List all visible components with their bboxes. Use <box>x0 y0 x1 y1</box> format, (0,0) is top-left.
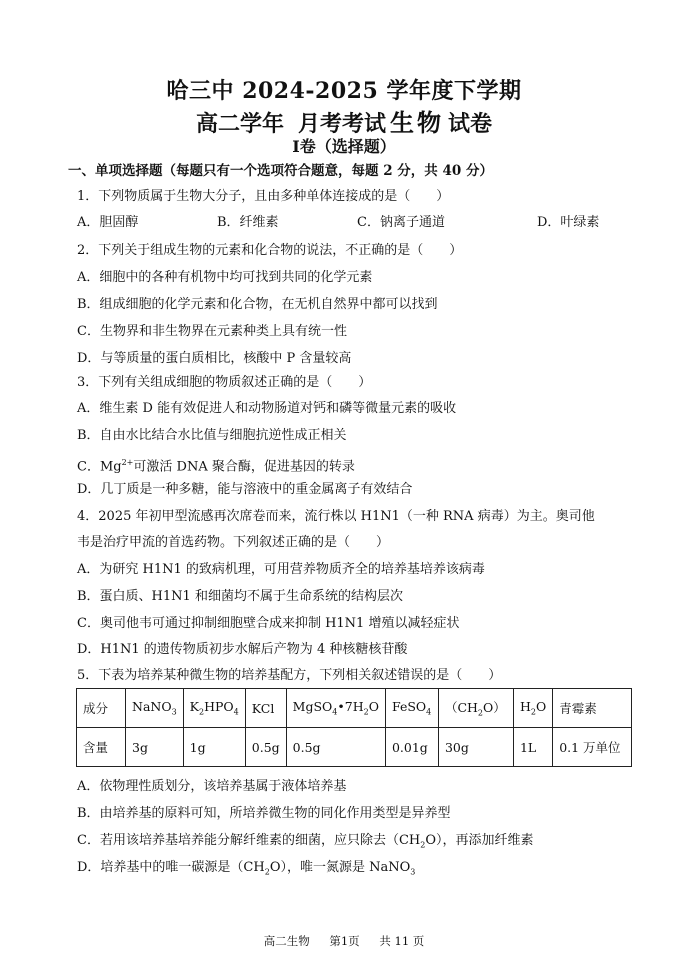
question-1-stem: 1．下列物质属于生物大分子，且由多种单体连接成的是（ ） <box>77 189 450 204</box>
formula-part: MgSO <box>292 699 333 715</box>
q3-c-sup: 2+ <box>121 458 134 467</box>
formula-part: HPO <box>204 699 234 715</box>
q1-option-c: C．钠离子通道 <box>357 215 445 230</box>
q3-c-rest: 可激活 DNA 聚合酶，促进基因的转录 <box>133 459 355 475</box>
table-cell: KCl <box>245 689 286 728</box>
formula-part: O） <box>483 700 506 716</box>
footer-total-pages: 共 11 页 <box>379 934 425 948</box>
q5-option-c: C．若用该培养基培养能分解纤维素的细菌，应只除去$(CH_2O)$，再添加纤维素 <box>77 833 534 850</box>
q1-option-a: A．胆固醇 <box>77 215 139 230</box>
q5-option-b: B．由培养基的原料可知，所培养微生物的同化作用类型是异养型 <box>77 806 451 821</box>
title-paper: 试卷 <box>448 111 493 137</box>
title-exam-type: 月考考试 <box>297 111 386 137</box>
table-row <box>77 689 632 728</box>
table-cell: 1g <box>183 728 245 767</box>
footer-subject: 高二生物 <box>263 934 310 948</box>
q2-option-b: B．组成细胞的化学元素和化合物，在无机自然界中都可以找到 <box>77 297 438 312</box>
formula-part: H <box>519 699 531 715</box>
table-cell: 成分 <box>77 689 126 728</box>
footer-page-number: 第1页 <box>329 934 360 948</box>
table-cell: 1L <box>513 728 552 767</box>
q5-d-part: D．培养基中的唯一碳源是（CH <box>77 860 265 875</box>
question-3-stem: 3．下列有关组成细胞的物质叙述正确的是（ ） <box>77 375 372 390</box>
table-row <box>77 728 632 767</box>
title-grade: 高二学年 <box>195 111 284 137</box>
q2-option-c: C．生物界和非生物界在元素种类上具有统一性 <box>77 324 347 339</box>
q5-d-part: O），唯一氮源是 NaNO <box>269 860 411 875</box>
formula-part: O <box>535 699 547 715</box>
q5-option-a: A．依物理性质划分，该培养基属于液体培养基 <box>77 779 347 794</box>
formula-part: （CH <box>444 700 478 716</box>
q2-option-a: A．细胞中的各种有机物中均可找到共同的化学元素 <box>77 270 373 285</box>
part-title: I卷（选择题） <box>292 137 396 156</box>
q3-option-a: A．维生素 D 能有效促进人和动物肠道对钙和磷等微量元素的吸收 <box>77 401 457 416</box>
table-cell: 青霉素 <box>553 689 632 728</box>
q5-option-d: D．培养基中的唯一碳源是$(CH_2O)$，唯一氮源是 NaNO$_3$ <box>77 860 416 877</box>
q5-c-part: C．若用该培养基培养能分解纤维素的细菌，应只除去（CH <box>77 833 421 848</box>
exam-title-line2 <box>0 103 688 138</box>
table-cell: $(CH_2O)$ <box>438 689 513 728</box>
q4-option-c: C．奥司他韦可通过抑制细胞壁合成来抑制 H1N1 增殖以减轻症状 <box>77 616 460 631</box>
question-2-stem: 2．下列关于组成生物的元素和化合物的说法，不正确的是（ ） <box>77 243 463 258</box>
table-cell: 3g <box>126 728 184 767</box>
q1-option-b: B．纤维素 <box>217 215 279 230</box>
medium-formula-table <box>76 688 632 767</box>
question-5-stem: 5．下表为培养某种微生物的培养基配方，下列相关叙述错误的是（ ） <box>77 668 502 683</box>
page-footer <box>0 933 688 949</box>
table-cell: NaNO$_3$ <box>126 689 184 728</box>
q3-option-d: D．几丁质是一种多糖，能与溶液中的重金属离子有效结合 <box>77 482 413 497</box>
question-4-stem-line2: 韦是治疗甲流的首选药物。下列叙述正确的是（ ） <box>77 535 390 550</box>
table-cell: 0.1 万单位 <box>553 728 632 767</box>
table-cell: $K_2HPO_4$ <box>183 689 245 728</box>
q1-option-d: D．叶绿素 <box>537 215 600 230</box>
q3-c-prefix: C．Mg <box>77 459 122 475</box>
q4-option-d: D．H1N1 的遗传物质初步水解后产物为 4 种核糖核苷酸 <box>77 642 408 657</box>
q4-option-b: B．蛋白质、H1N1 和细菌均不属于生命系统的结构层次 <box>77 589 403 604</box>
table-cell: 0.01g <box>385 728 438 767</box>
title-subject: 生物 <box>390 108 444 137</box>
table-cell: 30g <box>438 728 513 767</box>
question-4-stem-line1: 4．2025 年初甲型流感再次席卷而来，流行株以 H1N1（一种 RNA 病毒）为主。奥司他 <box>77 509 595 524</box>
formula-part: NaNO <box>132 699 172 715</box>
table-cell: $MgSO_4•7H_2O$ <box>286 689 385 728</box>
formula-part: K <box>189 699 200 715</box>
formula-part: •7H <box>337 699 364 715</box>
q4-option-a: A．为研究 H1N1 的致病机理，可用营养物质齐全的培养基培养该病毒 <box>77 562 485 577</box>
q2-option-d: D．与等质量的蛋白质相比，核酸中 P 含量较高 <box>77 351 352 366</box>
q3-option-c <box>77 454 637 476</box>
question-1-options <box>77 214 617 232</box>
formula-part: FeSO <box>391 699 427 715</box>
q3-option-b: B．自由水比结合水比值与细胞抗逆性成正相关 <box>77 428 347 443</box>
formula-part: O <box>368 699 379 715</box>
table-cell: FeSO$_4$ <box>385 689 438 728</box>
exam-title-line1: 哈三中 2024-2025 学年度下学期 <box>166 78 522 104</box>
section-heading: 一、单项选择题（每题只有一个选项符合题意，每题 2 分，共 40 分） <box>68 163 493 179</box>
table-cell: $H_2O$ <box>513 689 552 728</box>
table-cell: 0.5g <box>245 728 286 767</box>
table-cell: 0.5g <box>286 728 385 767</box>
q5-c-part: O），再添加纤维素 <box>425 833 534 848</box>
table-cell: 含量 <box>77 728 126 767</box>
